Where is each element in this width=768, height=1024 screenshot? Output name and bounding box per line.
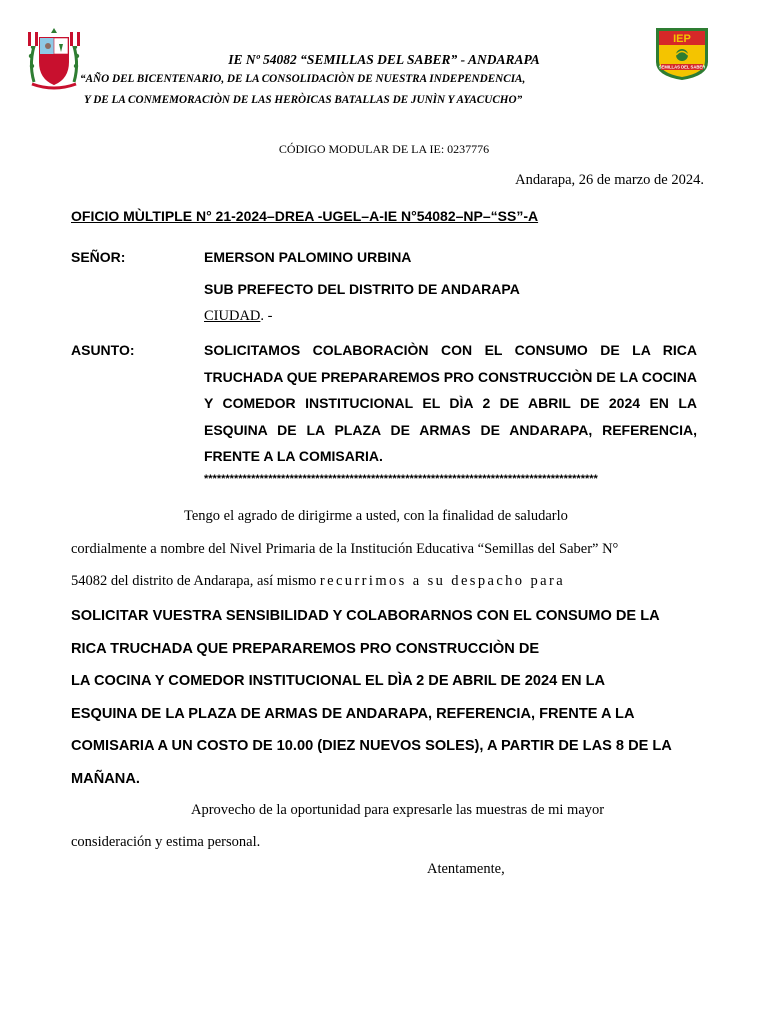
request-line: ESQUINA DE LA PLAZA DE ARMAS DE ANDARAPA, REFERENCIA, FRENTE A LA [71, 705, 635, 722]
body-line-3 [71, 573, 565, 590]
oficio-number: OFICIO MÙLTIPLE N° 21-2024–DREA -UGEL–A-IE N°54082–NP–“SS”-A [71, 208, 539, 224]
closing-line-2: consideración y estima personal. [71, 834, 261, 850]
request-line: SOLICITAR VUESTRA SENSIBILIDAD Y COLABORARNOS CON EL CONSUMO DE LA [71, 608, 660, 624]
city-suffix: . - [260, 308, 273, 324]
logo-iep-text: IEP [673, 33, 691, 45]
document-date: Andarapa, 26 de marzo de 2024. [515, 172, 704, 188]
codigo-modular: CÓDIGO MODULAR DE LA IE: 0237776 [278, 142, 490, 156]
request-line: MAÑANA. [71, 770, 140, 787]
body-line-3a: 54082 del distrito de Andarapa, así mismo [71, 573, 317, 589]
recipient-city [204, 308, 272, 325]
school-title: IE Nº 54082 “SEMILLAS DEL SABER” - ANDARAPA [228, 52, 540, 67]
logo-school-name: SEMILLAS DEL SABER [658, 64, 706, 70]
senor-label: SEÑOR: [71, 249, 126, 265]
recipient-name: EMERSON PALOMINO URBINA [204, 249, 412, 265]
request-line: COMISARIA A UN COSTO DE 10.00 (DIEZ NUEVOS SOLES), A PARTIR DE LAS 8 DE LA [71, 738, 672, 754]
request-line: LA COCINA Y COMEDOR INSTITUCIONAL EL DÌA 2 DE ABRIL DE 2024 EN LA [71, 673, 606, 689]
city-label: CIUDAD [204, 308, 261, 324]
asunto-label: ASUNTO: [71, 342, 135, 358]
year-motto-line1: “AÑO DEL BICENTENARIO, DE LA CONSOLIDACIÒN DE NUESTRA INDEPENDENCIA, [80, 73, 526, 85]
asunto-text: SOLICITAMOS COLABORACIÒN CON EL CONSUMO DE LA RICA TRUCHADA QUE PREPARAREMOS PRO CONSTRUCCIÒN DE LA COCINA Y COMEDOR INSTITUCIONAL EL DÌA 2 DE ABRIL DE 2024 EN LA ESQUINA DE LA PLAZA DE ARMAS DE ANDARAPA, REFERENCIA, FRENTE A LA COMISARIA. [204, 342, 697, 464]
closing-line-1: Aprovecho de la oportunidad para expresarle las muestras de mi mayor [191, 802, 605, 818]
recipient-title: SUB PREFECTO DEL DISTRITO DE ANDARAPA [204, 281, 520, 297]
body-line-2: cordialmente a nombre del Nivel Primaria de la Institución Educativa “Semillas del Saber” N° [71, 541, 619, 557]
separator-line: ******************************************************************************************** [204, 473, 598, 485]
sign-off: Atentamente, [427, 861, 505, 877]
request-block [71, 600, 711, 795]
body-line-1: Tengo el agrado de dirigirme a usted, con la finalidad de saludarlo [184, 508, 568, 524]
year-motto-line2: Y DE LA CONMEMORACIÒN DE LAS HERÒICAS BATALLAS DE JUNÌN Y AYACUCHO” [84, 94, 523, 106]
body-line-3b: recurrimos a su despacho para [319, 573, 566, 589]
request-line: RICA TRUCHADA QUE PREPARAREMOS PRO CONSTRUCCIÒN DE [71, 640, 540, 657]
